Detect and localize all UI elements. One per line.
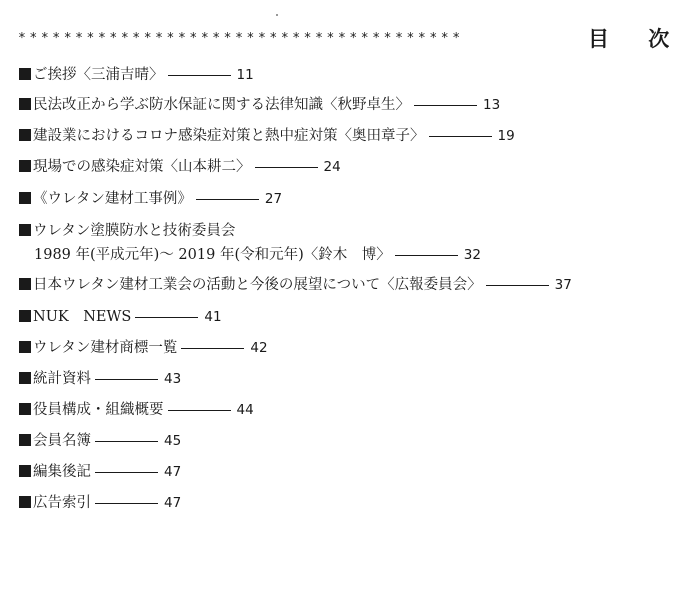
toc-entry-tech-committee-subtitle[interactable] xyxy=(34,246,481,264)
toc-entry-site-measures[interactable] xyxy=(19,158,341,176)
toc-entry-title: 建設業におけるコロナ感染症対策と熱中症対策〈奥田章子〉 xyxy=(33,128,425,144)
square-bullet-icon xyxy=(19,278,31,290)
toc-entry-title: 統計資料 xyxy=(33,371,91,387)
toc-entry-tech-committee[interactable] xyxy=(19,222,235,240)
toc-entry-statistics[interactable] xyxy=(19,370,181,388)
square-bullet-icon xyxy=(19,341,31,353)
square-bullet-icon xyxy=(19,192,31,204)
toc-entry-ad-index[interactable] xyxy=(19,494,181,512)
toc-entry-subtitle: 1989 年(平成元年)～ 2019 年(令和元年)〈鈴木 博〉 xyxy=(34,247,391,263)
toc-entry-editors-note[interactable] xyxy=(19,463,181,481)
dot-leader xyxy=(255,167,318,168)
toc-entry-page: 32 xyxy=(463,247,481,263)
toc-entry-title: ウレタン建材商標一覧 xyxy=(33,340,178,356)
toc-entry-page: 42 xyxy=(250,340,268,356)
dot-leader xyxy=(95,441,158,442)
square-bullet-icon xyxy=(19,160,31,172)
toc-entry-page: 27 xyxy=(264,191,283,207)
dot-leader xyxy=(95,503,158,504)
toc-entry-title: 民法改正から学ぶ防水保証に関する法律知識〈秋野卓生〉 xyxy=(33,97,410,113)
square-bullet-icon xyxy=(19,98,31,110)
dot-leader xyxy=(95,472,158,473)
toc-entry-title: 《ウレタン建材工事例》 xyxy=(33,191,192,207)
toc-entry-title: 現場での感染症対策〈山本耕二〉 xyxy=(33,159,251,175)
toc-entry-title: 役員構成・組織概要 xyxy=(33,402,164,418)
dot-leader xyxy=(181,348,244,349)
toc-entry-title: 広告索引 xyxy=(33,495,91,511)
toc-entry-page: 37 xyxy=(554,277,572,293)
toc-entry-nuk-news[interactable] xyxy=(19,308,222,326)
toc-entry-case-studies[interactable] xyxy=(19,190,282,208)
toc-entry-civil-law[interactable] xyxy=(19,96,500,114)
toc-entry-page: 11 xyxy=(236,67,254,83)
dot-leader xyxy=(429,136,492,137)
toc-entry-trademarks[interactable] xyxy=(19,339,268,357)
toc-entry-title: 日本ウレタン建材工業会の活動と今後の展望について〈広報委員会〉 xyxy=(33,277,482,293)
square-bullet-icon xyxy=(19,496,31,508)
square-bullet-icon xyxy=(19,224,31,236)
toc-entry-page: 13 xyxy=(483,97,501,113)
toc-entry-association-outlook[interactable] xyxy=(19,276,572,294)
dot-leader xyxy=(414,105,477,106)
dot-leader xyxy=(135,317,198,318)
toc-entry-page: 47 xyxy=(164,495,182,511)
toc-entry-covid-heatstroke[interactable] xyxy=(19,127,515,145)
dot-leader xyxy=(168,75,231,76)
square-bullet-icon xyxy=(19,465,31,477)
toc-entry-title: 会員名簿 xyxy=(33,433,91,449)
dot-leader xyxy=(196,199,259,200)
toc-entry-page: 19 xyxy=(497,128,515,144)
scan-speck xyxy=(276,14,278,16)
square-bullet-icon xyxy=(19,129,31,141)
toc-entry-member-list[interactable] xyxy=(19,432,181,450)
dot-leader xyxy=(95,379,158,380)
square-bullet-icon xyxy=(19,372,31,384)
toc-entry-title: 編集後記 xyxy=(33,464,91,480)
dot-leader xyxy=(486,285,549,286)
toc-entry-title: ご挨拶〈三浦吉晴〉 xyxy=(33,67,164,83)
square-bullet-icon xyxy=(19,403,31,415)
toc-entry-greeting[interactable] xyxy=(19,66,254,84)
square-bullet-icon xyxy=(19,310,31,322)
header-star-rule: *************************************** xyxy=(18,31,464,46)
toc-entry-title: NUK NEWS xyxy=(33,309,132,325)
square-bullet-icon xyxy=(19,68,31,80)
dot-leader xyxy=(168,410,231,411)
page-title: 目 次 xyxy=(588,27,685,51)
toc-entry-page: 43 xyxy=(164,371,182,387)
toc-entry-page: 47 xyxy=(164,464,182,480)
dot-leader xyxy=(395,255,458,256)
toc-entry-title: ウレタン塗膜防水と技術委員会 xyxy=(33,223,236,239)
toc-entry-page: 45 xyxy=(164,433,182,449)
square-bullet-icon xyxy=(19,434,31,446)
toc-entry-organization[interactable] xyxy=(19,401,254,419)
toc-entry-page: 41 xyxy=(204,309,222,325)
toc-entry-page: 44 xyxy=(236,402,254,418)
toc-entry-page: 24 xyxy=(323,159,341,175)
